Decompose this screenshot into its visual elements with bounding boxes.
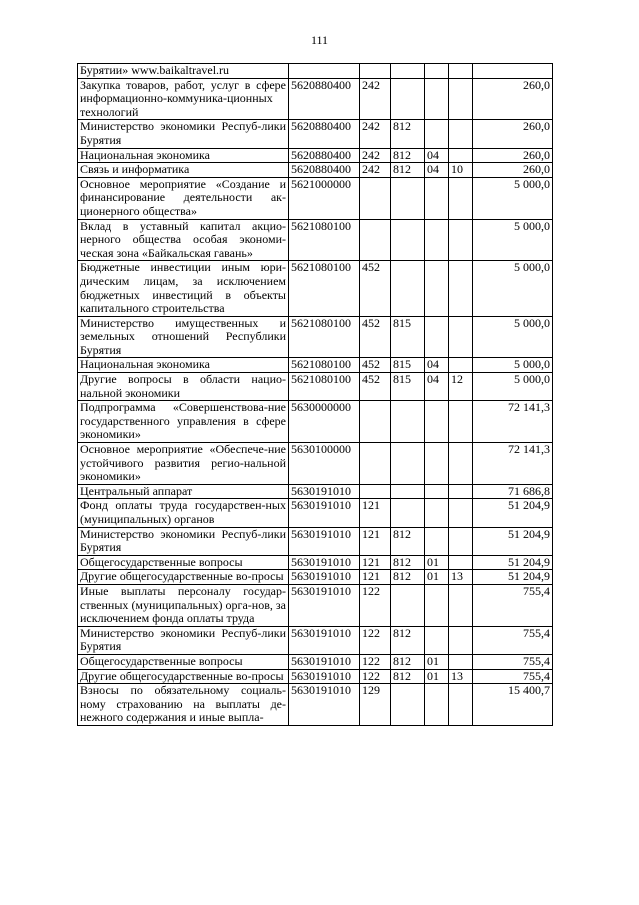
- cell-amount: 15 400,7: [473, 684, 553, 726]
- cell-amount: 260,0: [473, 148, 553, 163]
- table-row: [78, 484, 553, 499]
- cell-subsection: [449, 120, 473, 148]
- cell-expense-type: 121: [360, 555, 391, 570]
- cell-name: Вклад в уставный капитал акцио-нерного общества особая экономи-ческая зона «Байкальская гавань»: [78, 219, 289, 261]
- cell-name: Иные выплаты персоналу государ-ственных (муниципальных) орга-нов, за исключением фонда оплаты труда: [78, 584, 289, 626]
- cell-subsection: [449, 484, 473, 499]
- cell-name: Бурятии» www.baikaltravel.ru: [78, 64, 289, 79]
- table-row: [78, 499, 553, 527]
- cell-target-article: 5621080100: [289, 373, 360, 401]
- cell-administrator: [391, 499, 425, 527]
- table-row: [78, 443, 553, 485]
- page-number: 111: [310, 33, 329, 47]
- cell-name: Центральный аппарат: [78, 484, 289, 499]
- table-row: [78, 148, 553, 163]
- cell-expense-type: 452: [360, 358, 391, 373]
- budget-table: [77, 63, 553, 726]
- table-row: [78, 78, 553, 120]
- cell-section: 01: [425, 654, 449, 669]
- cell-target-article: 5630191010: [289, 527, 360, 555]
- cell-target-article: 5620880400: [289, 148, 360, 163]
- cell-name: Национальная экономика: [78, 358, 289, 373]
- cell-subsection: [449, 443, 473, 485]
- cell-name: Министерство экономики Респуб-лики Бурятия: [78, 626, 289, 654]
- cell-section: [425, 684, 449, 726]
- cell-expense-type: 242: [360, 163, 391, 178]
- cell-name: Основное мероприятие «Обеспече-ние устойчивого развития регио-нальной экономики»: [78, 443, 289, 485]
- cell-administrator: 812: [391, 654, 425, 669]
- cell-amount: 755,4: [473, 626, 553, 654]
- cell-administrator: [391, 219, 425, 261]
- table-row: [78, 163, 553, 178]
- cell-expense-type: 122: [360, 654, 391, 669]
- cell-target-article: 5630191010: [289, 499, 360, 527]
- cell-amount: 5 000,0: [473, 177, 553, 219]
- cell-administrator: 812: [391, 148, 425, 163]
- cell-section: [425, 527, 449, 555]
- cell-expense-type: 121: [360, 499, 391, 527]
- cell-expense-type: [360, 219, 391, 261]
- table-row: [78, 177, 553, 219]
- cell-name: Фонд оплаты труда государствен-ных (муниципальных) органов: [78, 499, 289, 527]
- cell-subsection: [449, 527, 473, 555]
- cell-expense-type: [360, 484, 391, 499]
- cell-name: Другие общегосударственные во-просы: [78, 570, 289, 585]
- cell-administrator: 812: [391, 555, 425, 570]
- cell-subsection: [449, 148, 473, 163]
- cell-expense-type: [360, 401, 391, 443]
- cell-subsection: [449, 555, 473, 570]
- cell-expense-type: 121: [360, 527, 391, 555]
- cell-amount: 755,4: [473, 669, 553, 684]
- cell-amount: 5 000,0: [473, 316, 553, 358]
- cell-target-article: 5630191010: [289, 684, 360, 726]
- cell-administrator: [391, 443, 425, 485]
- cell-subsection: [449, 626, 473, 654]
- cell-subsection: [449, 78, 473, 120]
- cell-name: Взносы по обязательному социаль-ному страхованию на выплаты де-нежного содержания и иные выпла-: [78, 684, 289, 726]
- table-row: [78, 669, 553, 684]
- cell-target-article: 5621000000: [289, 177, 360, 219]
- table-row: [78, 219, 553, 261]
- cell-amount: 71 686,8: [473, 484, 553, 499]
- cell-section: 04: [425, 148, 449, 163]
- cell-section: [425, 484, 449, 499]
- cell-name: Общегосударственные вопросы: [78, 555, 289, 570]
- cell-administrator: [391, 401, 425, 443]
- cell-expense-type: 452: [360, 316, 391, 358]
- cell-expense-type: 242: [360, 78, 391, 120]
- cell-subsection: [449, 499, 473, 527]
- cell-amount: 72 141,3: [473, 401, 553, 443]
- cell-expense-type: 129: [360, 684, 391, 726]
- cell-expense-type: 452: [360, 373, 391, 401]
- cell-section: [425, 443, 449, 485]
- cell-target-article: 5620880400: [289, 120, 360, 148]
- cell-name: Другие общегосударственные во-просы: [78, 669, 289, 684]
- cell-administrator: 815: [391, 373, 425, 401]
- cell-name: Бюджетные инвестиции иным юри-дическим лицам, за исключением бюджетных инвестиций в объекты капитального строительства: [78, 261, 289, 316]
- cell-target-article: 5621080100: [289, 316, 360, 358]
- cell-target-article: 5620880400: [289, 163, 360, 178]
- cell-amount: 5 000,0: [473, 219, 553, 261]
- cell-administrator: 812: [391, 626, 425, 654]
- cell-name: Министерство имущественных и земельных отношений Республики Бурятия: [78, 316, 289, 358]
- table-row: [78, 261, 553, 316]
- cell-target-article: 5630191010: [289, 669, 360, 684]
- cell-target-article: 5630191010: [289, 654, 360, 669]
- cell-target-article: 5630191010: [289, 484, 360, 499]
- cell-name: Министерство экономики Респуб-лики Бурятия: [78, 527, 289, 555]
- table-row: [78, 654, 553, 669]
- table-row: [78, 120, 553, 148]
- cell-amount: 755,4: [473, 654, 553, 669]
- cell-amount: 5 000,0: [473, 358, 553, 373]
- cell-subsection: [449, 64, 473, 79]
- cell-subsection: [449, 177, 473, 219]
- cell-expense-type: 452: [360, 261, 391, 316]
- cell-amount: 755,4: [473, 584, 553, 626]
- cell-administrator: 812: [391, 120, 425, 148]
- table-row: [78, 373, 553, 401]
- cell-target-article: 5621080100: [289, 261, 360, 316]
- cell-name: Подпрограмма «Совершенствова-ние государственного управления в сфере экономики»: [78, 401, 289, 443]
- cell-section: 01: [425, 669, 449, 684]
- cell-expense-type: 121: [360, 570, 391, 585]
- cell-administrator: 812: [391, 527, 425, 555]
- cell-subsection: 13: [449, 570, 473, 585]
- cell-name: Другие вопросы в области нацио-нальной экономики: [78, 373, 289, 401]
- cell-amount: 260,0: [473, 120, 553, 148]
- cell-target-article: [289, 64, 360, 79]
- cell-amount: 51 204,9: [473, 570, 553, 585]
- budget-table-body: [78, 64, 553, 726]
- cell-section: 04: [425, 163, 449, 178]
- cell-administrator: 815: [391, 358, 425, 373]
- cell-amount: 51 204,9: [473, 527, 553, 555]
- cell-section: [425, 177, 449, 219]
- cell-amount: 51 204,9: [473, 555, 553, 570]
- cell-name: Закупка товаров, работ, услуг в сфере информационно-коммуника-ционных технологий: [78, 78, 289, 120]
- cell-name: Основное мероприятие «Создание и финансирование деятельности ак-ционерного общества»: [78, 177, 289, 219]
- cell-section: [425, 316, 449, 358]
- table-row: [78, 584, 553, 626]
- cell-subsection: [449, 358, 473, 373]
- cell-section: 01: [425, 555, 449, 570]
- cell-administrator: [391, 261, 425, 316]
- cell-administrator: [391, 177, 425, 219]
- table-row: [78, 358, 553, 373]
- cell-subsection: [449, 401, 473, 443]
- cell-expense-type: 122: [360, 669, 391, 684]
- cell-name: Министерство экономики Респуб-лики Бурятия: [78, 120, 289, 148]
- table-row: [78, 684, 553, 726]
- cell-target-article: 5630100000: [289, 443, 360, 485]
- table-row: [78, 64, 553, 79]
- cell-subsection: 10: [449, 163, 473, 178]
- cell-administrator: 815: [391, 316, 425, 358]
- cell-section: [425, 499, 449, 527]
- cell-section: [425, 584, 449, 626]
- table-row: [78, 555, 553, 570]
- cell-amount: 5 000,0: [473, 373, 553, 401]
- cell-subsection: 13: [449, 669, 473, 684]
- table-row: [78, 527, 553, 555]
- cell-amount: 260,0: [473, 78, 553, 120]
- table-row: [78, 626, 553, 654]
- cell-name: Национальная экономика: [78, 148, 289, 163]
- cell-subsection: [449, 316, 473, 358]
- cell-administrator: [391, 584, 425, 626]
- cell-administrator: [391, 78, 425, 120]
- cell-subsection: 12: [449, 373, 473, 401]
- cell-subsection: [449, 684, 473, 726]
- cell-amount: 260,0: [473, 163, 553, 178]
- cell-section: [425, 219, 449, 261]
- table-row: [78, 401, 553, 443]
- cell-section: [425, 626, 449, 654]
- cell-administrator: [391, 64, 425, 79]
- cell-subsection: [449, 654, 473, 669]
- cell-expense-type: 122: [360, 626, 391, 654]
- cell-amount: 72 141,3: [473, 443, 553, 485]
- cell-expense-type: [360, 443, 391, 485]
- cell-administrator: [391, 484, 425, 499]
- cell-administrator: 812: [391, 570, 425, 585]
- cell-section: [425, 78, 449, 120]
- cell-amount: 51 204,9: [473, 499, 553, 527]
- cell-section: 04: [425, 358, 449, 373]
- cell-target-article: 5630000000: [289, 401, 360, 443]
- cell-section: [425, 261, 449, 316]
- cell-target-article: 5621080100: [289, 219, 360, 261]
- cell-amount: 5 000,0: [473, 261, 553, 316]
- cell-administrator: 812: [391, 669, 425, 684]
- cell-subsection: [449, 219, 473, 261]
- cell-subsection: [449, 584, 473, 626]
- cell-target-article: 5621080100: [289, 358, 360, 373]
- cell-expense-type: 242: [360, 120, 391, 148]
- cell-name: Связь и информатика: [78, 163, 289, 178]
- cell-target-article: 5630191010: [289, 555, 360, 570]
- cell-expense-type: 122: [360, 584, 391, 626]
- cell-section: [425, 401, 449, 443]
- cell-amount: [473, 64, 553, 79]
- cell-expense-type: [360, 177, 391, 219]
- table-row: [78, 316, 553, 358]
- cell-target-article: 5620880400: [289, 78, 360, 120]
- cell-administrator: [391, 684, 425, 726]
- cell-section: 04: [425, 373, 449, 401]
- cell-section: [425, 120, 449, 148]
- table-row: [78, 570, 553, 585]
- cell-subsection: [449, 261, 473, 316]
- cell-target-article: 5630191010: [289, 626, 360, 654]
- cell-name: Общегосударственные вопросы: [78, 654, 289, 669]
- cell-expense-type: [360, 64, 391, 79]
- cell-section: 01: [425, 570, 449, 585]
- cell-section: [425, 64, 449, 79]
- cell-target-article: 5630191010: [289, 584, 360, 626]
- cell-administrator: 812: [391, 163, 425, 178]
- cell-expense-type: 242: [360, 148, 391, 163]
- cell-target-article: 5630191010: [289, 570, 360, 585]
